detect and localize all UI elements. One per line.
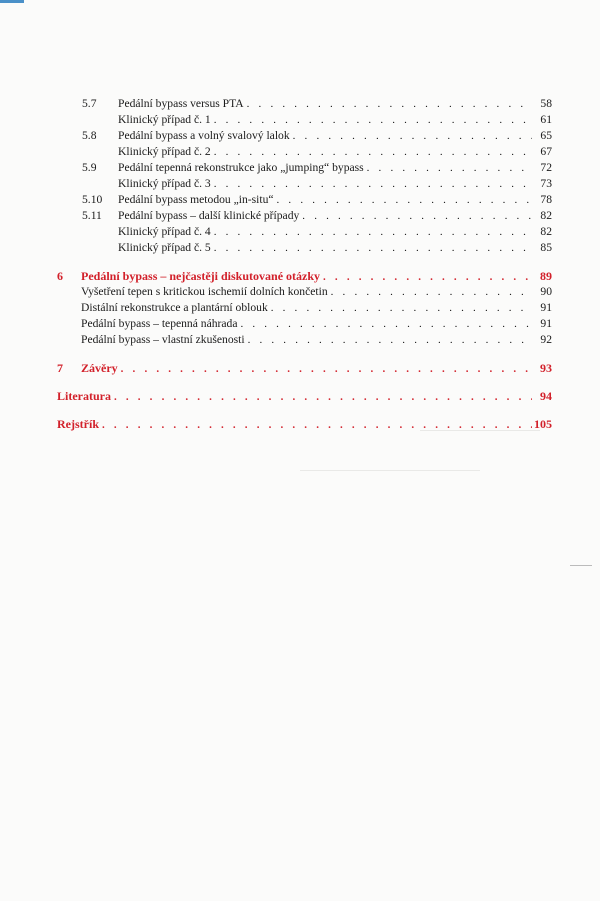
dot-leader [102, 417, 532, 433]
dot-leader [302, 208, 532, 224]
toc-entry[interactable] [0, 416, 600, 432]
dot-leader [247, 96, 532, 112]
toc-entry-title: Pedální bypass – vlastní zkušenosti [81, 333, 245, 346]
toc-entry-page: 91 [540, 317, 552, 330]
dot-leader [248, 332, 532, 348]
toc-entry-page: 89 [540, 269, 552, 283]
toc-entry-title: Závěry [81, 361, 118, 375]
dot-leader [214, 176, 532, 192]
toc-entry-title: Pedální bypass – tepenná náhrada [81, 317, 238, 330]
toc-entry[interactable] [0, 176, 600, 192]
toc-entry-number: 5.8 [82, 129, 97, 142]
toc-entry-title: Rejstřík [57, 417, 99, 431]
toc-entry-page: 65 [540, 129, 552, 142]
toc-entry-title: Pedální bypass metodou „in-situ“ [118, 193, 274, 206]
toc-entry-number: 5.10 [82, 193, 103, 206]
toc-entry-title: Pedální tepenná rekonstrukce jako „jumping“ bypass [118, 161, 364, 174]
toc-entry-page: 94 [540, 389, 552, 403]
toc-entry[interactable] [0, 96, 600, 112]
scan-edge-mark [0, 0, 24, 3]
toc-entry-page: 91 [540, 301, 552, 314]
toc-entry-page: 73 [540, 177, 552, 190]
toc-entry-number: 5.7 [82, 97, 97, 110]
toc-entry-title: Vyšetření tepen s kritickou ischemií dolních končetin [81, 285, 328, 298]
toc-entry-page: 78 [540, 193, 552, 206]
toc-entry[interactable] [0, 224, 600, 240]
toc-entry-page: 85 [540, 241, 552, 254]
toc-entry-title: Klinický případ č. 2 [118, 145, 211, 158]
toc-entry[interactable] [0, 240, 600, 256]
toc-entry-title: Klinický případ č. 4 [118, 225, 211, 238]
toc-entry-title: Pedální bypass versus PTA [118, 97, 244, 110]
toc-entry[interactable] [0, 360, 600, 376]
toc-entry-title: Pedální bypass – další klinické případy [118, 209, 300, 222]
dot-leader [293, 128, 532, 144]
toc-entry-page: 82 [540, 225, 552, 238]
toc-entry[interactable] [0, 128, 600, 144]
toc-entry[interactable] [0, 112, 600, 128]
toc-entry-page: 82 [540, 209, 552, 222]
dot-leader [214, 112, 532, 128]
bleed-through-line [570, 565, 592, 566]
toc-entry-page: 61 [540, 113, 552, 126]
toc-entry-title: Literatura [57, 389, 111, 403]
toc-entry-number: 5.9 [82, 161, 97, 174]
toc-entry[interactable] [0, 208, 600, 224]
toc-entry-page: 93 [540, 361, 552, 375]
toc-entry-page: 92 [540, 333, 552, 346]
toc-entry-number: 6 [57, 269, 63, 283]
toc-entry[interactable] [0, 160, 600, 176]
dot-leader [367, 160, 532, 176]
toc-entry[interactable] [0, 300, 600, 316]
toc-entry[interactable] [0, 192, 600, 208]
toc-entry-page: 90 [540, 285, 552, 298]
dot-leader [240, 316, 532, 332]
toc-entry-title: Pedální bypass a volný svalový lalok [118, 129, 290, 142]
toc-entry-number: 5.11 [82, 209, 102, 222]
dot-leader [214, 224, 532, 240]
toc-entry-title: Pedální bypass – nejčastěji diskutované otázky [81, 269, 321, 283]
toc-entry[interactable] [0, 388, 600, 404]
toc-entry[interactable] [0, 268, 600, 284]
dot-leader [323, 269, 532, 285]
toc-entry-page: 105 [534, 417, 552, 431]
toc-entry-number: 7 [57, 361, 63, 375]
toc-entry[interactable] [0, 284, 600, 300]
dot-leader [214, 240, 532, 256]
toc-entry-title: Klinický případ č. 1 [118, 113, 211, 126]
toc-entry[interactable] [0, 144, 600, 160]
dot-leader [331, 284, 532, 300]
dot-leader [214, 144, 532, 160]
toc-entry[interactable] [0, 316, 600, 332]
dot-leader [277, 192, 532, 208]
dot-leader [114, 389, 532, 405]
toc-entry-title: Klinický případ č. 3 [118, 177, 211, 190]
toc-entry-page: 67 [540, 145, 552, 158]
dot-leader [271, 300, 532, 316]
bleed-through-line [300, 470, 480, 471]
dot-leader [121, 361, 532, 377]
toc-entry-title: Klinický případ č. 5 [118, 241, 211, 254]
toc-entry-page: 58 [540, 97, 552, 110]
toc-entry-page: 72 [540, 161, 552, 174]
toc-entry[interactable] [0, 332, 600, 348]
toc-entry-title: Distální rekonstrukce a plantární oblouk [81, 301, 268, 314]
